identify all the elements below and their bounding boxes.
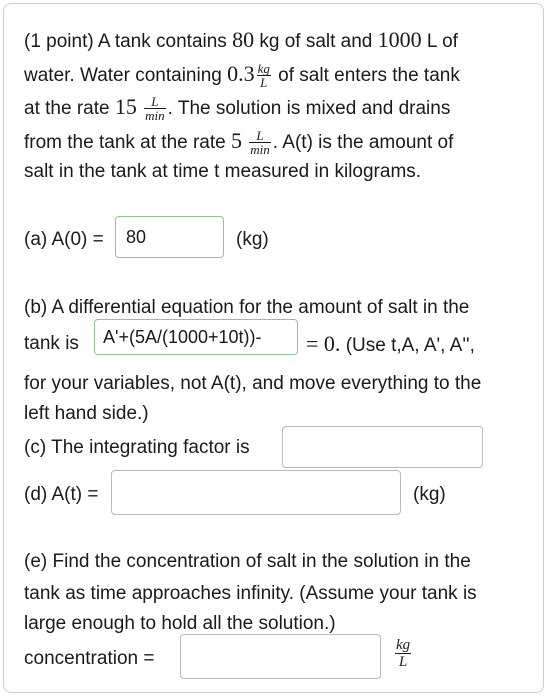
fraction-numerator: L bbox=[144, 95, 166, 109]
part-a-unit: (kg) bbox=[236, 229, 269, 250]
part-b-post-input bbox=[306, 332, 475, 358]
intro-text: at the rate bbox=[24, 98, 115, 119]
problem-line-5: salt in the tank at time t measured in kilograms. bbox=[24, 161, 422, 182]
fraction-denominator: L bbox=[260, 75, 268, 91]
part-e-input[interactable] bbox=[180, 634, 381, 679]
part-b-pre-input: tank is bbox=[24, 333, 79, 354]
equals-zero: = 0. bbox=[306, 331, 341, 356]
fraction-numerator: kg bbox=[396, 637, 411, 653]
fraction-numerator: L bbox=[249, 129, 271, 143]
part-d-label: (d) A(t) = bbox=[24, 484, 99, 505]
part-d-unit: (kg) bbox=[413, 484, 446, 505]
problem-line-3 bbox=[24, 95, 450, 122]
part-b-hint: (Use t,A, A', A'', bbox=[345, 335, 475, 356]
salt-mass: 80 bbox=[232, 27, 255, 52]
part-e-unit-fraction bbox=[395, 637, 411, 670]
part-c-input[interactable] bbox=[282, 426, 483, 468]
intro-text: kg of salt and bbox=[254, 31, 378, 52]
intro-text: water. Water containing bbox=[24, 65, 228, 86]
part-e-line-3: large enough to hold all the solution.) bbox=[24, 613, 336, 634]
fraction-denominator: min bbox=[145, 108, 165, 124]
part-e-line-1: (e) Find the concentration of salt in the solution in the bbox=[24, 551, 471, 572]
rate-unit-fraction bbox=[144, 95, 166, 122]
problem-line-1 bbox=[24, 28, 458, 54]
intro-text: from the tank at the rate bbox=[24, 132, 231, 153]
fraction-denominator: L bbox=[398, 654, 408, 670]
problem-card bbox=[3, 3, 544, 693]
part-b-line-4: left hand side.) bbox=[24, 403, 149, 424]
inflow-concentration: 0.3 bbox=[227, 61, 255, 86]
outflow-rate: 5 bbox=[231, 128, 242, 153]
part-a-label: (a) A(0) = bbox=[24, 229, 104, 250]
problem-line-2 bbox=[24, 62, 460, 89]
intro-text: of salt enters the tank bbox=[272, 65, 460, 86]
intro-text: L of bbox=[421, 31, 458, 52]
concentration-unit-fraction bbox=[257, 62, 271, 89]
part-a-input[interactable] bbox=[115, 216, 224, 258]
fraction-denominator: min bbox=[250, 142, 270, 158]
intro-text: . The solution is mixed and drains bbox=[167, 98, 451, 119]
problem-line-4 bbox=[24, 129, 453, 156]
part-c-label: (c) The integrating factor is bbox=[24, 437, 250, 458]
intro-text: (1 point) A tank contains bbox=[24, 31, 233, 52]
fraction-numerator: kg bbox=[257, 61, 270, 77]
part-b-input[interactable]: A'+(5A/(1000+10t))- bbox=[94, 319, 298, 355]
part-d-input[interactable] bbox=[111, 470, 401, 515]
part-e-line-2: tank as time approaches infinity. (Assume your tank is bbox=[24, 583, 477, 604]
part-e-label: concentration = bbox=[24, 648, 155, 669]
part-b-line-3: for your variables, not A(t), and move everything to the bbox=[24, 373, 482, 394]
intro-text: . A(t) is the amount of bbox=[272, 132, 454, 153]
drain-unit-fraction bbox=[249, 129, 271, 156]
inflow-rate: 15 bbox=[114, 94, 137, 119]
part-b-line-1: (b) A differential equation for the amount of salt in the bbox=[24, 297, 470, 318]
tank-volume: 1000 bbox=[377, 27, 422, 52]
